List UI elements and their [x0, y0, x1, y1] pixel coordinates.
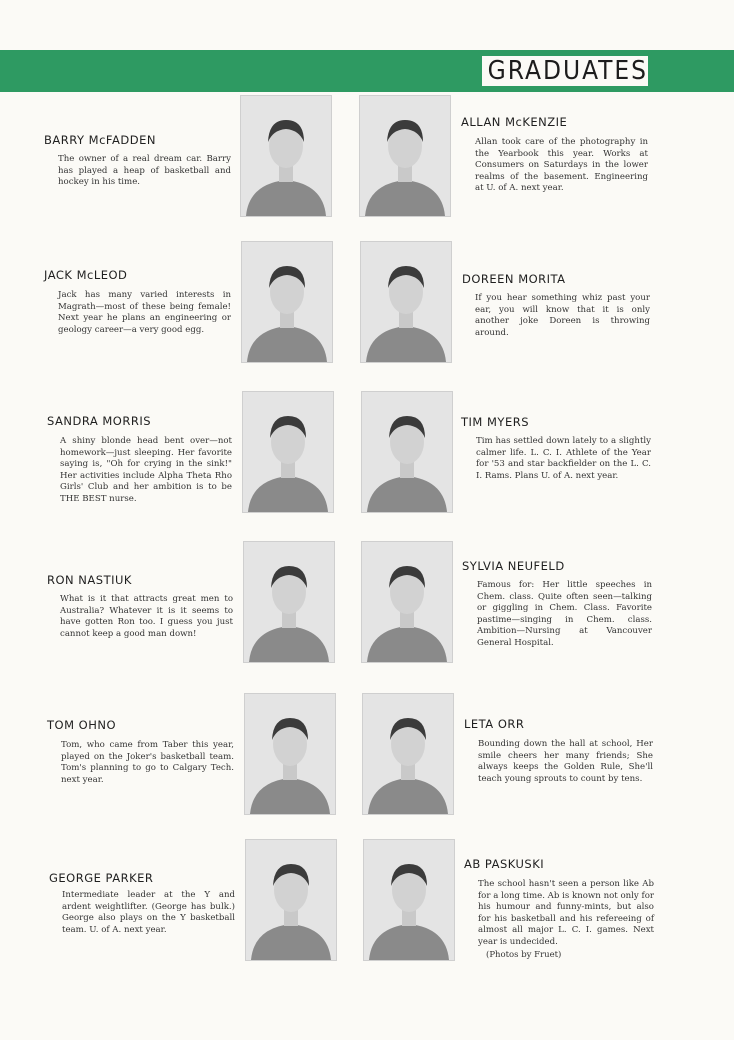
student-photo	[363, 839, 455, 961]
student-name: SYLVIA NEUFELD	[462, 559, 565, 573]
student-photo	[245, 839, 337, 961]
student-bio: Tim has settled down lately to a slightly calmer life. L. C. I. Athlete of the Year for '53 and star backfielder on the L. C. I. Rams. Plans U. of A. next year.	[476, 436, 651, 481]
header-band	[0, 50, 734, 92]
student-photo	[362, 693, 454, 815]
student-bio: Famous for: Her little speeches in Chem. class. Quite often seen—talking or giggling in Chem. Class. Favorite pastime—singing in Chem. class. Ambition—Nursing at Vancouver General Hospital.	[477, 580, 652, 648]
student-name: TOM OHNO	[47, 718, 117, 732]
student-photo	[244, 693, 336, 815]
student-name: RON NASTIUK	[47, 573, 132, 587]
photo-credit: (Photos by Fruet)	[486, 950, 562, 960]
student-bio: The school hasn't seen a person like Ab for a long time. Ab is known not only for his humour and funny-mints, but also for his basketball and his refereeing of almost all major L. C. I. games. Next year is undecided.	[478, 879, 654, 947]
student-photo	[360, 241, 452, 363]
student-bio: A shiny blonde head bent over—not homework—just sleeping. Her favorite saying is, "Oh for crying in the sink!" Her activities include Alpha Theta Rho Girls' Club and her ambition is to be THE BEST nurse.	[60, 436, 232, 504]
student-bio: Intermediate leader at the Y and ardent weightlifter. (George has bulk.) George also plays on the Y basketball team. U. of A. next year.	[62, 890, 235, 935]
student-name: BARRY McFADDEN	[44, 133, 156, 147]
student-bio: Allan took care of the photography in the Yearbook this year. Works at Consumers on Saturdays in the lower realms of the basement. Engineering at U. of A. next year.	[475, 137, 648, 194]
student-photo	[361, 541, 453, 663]
student-bio: If you hear something whiz past your ear, you will know that it is only another joke Doreen is throwing around.	[475, 293, 650, 338]
student-bio: Bounding down the hall at school, Her smile cheers her many friends; She always keeps the Golden Rule, She'll teach young sprouts to count by tens.	[478, 739, 653, 784]
student-name: JACK McLEOD	[44, 268, 128, 282]
student-photo	[242, 391, 334, 513]
page-title: GRADUATES	[482, 56, 648, 86]
student-name: ALLAN McKENZIE	[461, 115, 568, 129]
student-name: GEORGE PARKER	[49, 871, 154, 885]
student-bio: Jack has many varied interests in Magrath—most of these being female! Next year he plans an engineering or geology career—a very good egg.	[58, 290, 231, 335]
student-photo	[361, 391, 453, 513]
student-name: TIM MYERS	[461, 415, 529, 429]
student-bio: What is it that attracts great men to Australia? Whatever it is it seems to have gotten Ron too. I guess you just cannot keep a good man down!	[60, 594, 233, 639]
student-name: SANDRA MORRIS	[47, 414, 152, 428]
student-name: AB PASKUSKI	[464, 857, 545, 871]
student-photo	[241, 241, 333, 363]
student-name: LETA ORR	[464, 717, 525, 731]
student-photo	[240, 95, 332, 217]
student-photo	[359, 95, 451, 217]
student-name: DOREEN MORITA	[462, 272, 566, 286]
student-bio: Tom, who came from Taber this year, played on the Joker's basketball team. Tom's planning to go to Calgary Tech. next year.	[61, 740, 234, 785]
student-photo	[243, 541, 335, 663]
student-bio: The owner of a real dream car. Barry has played a heap of basketball and hockey in his time.	[58, 154, 231, 188]
